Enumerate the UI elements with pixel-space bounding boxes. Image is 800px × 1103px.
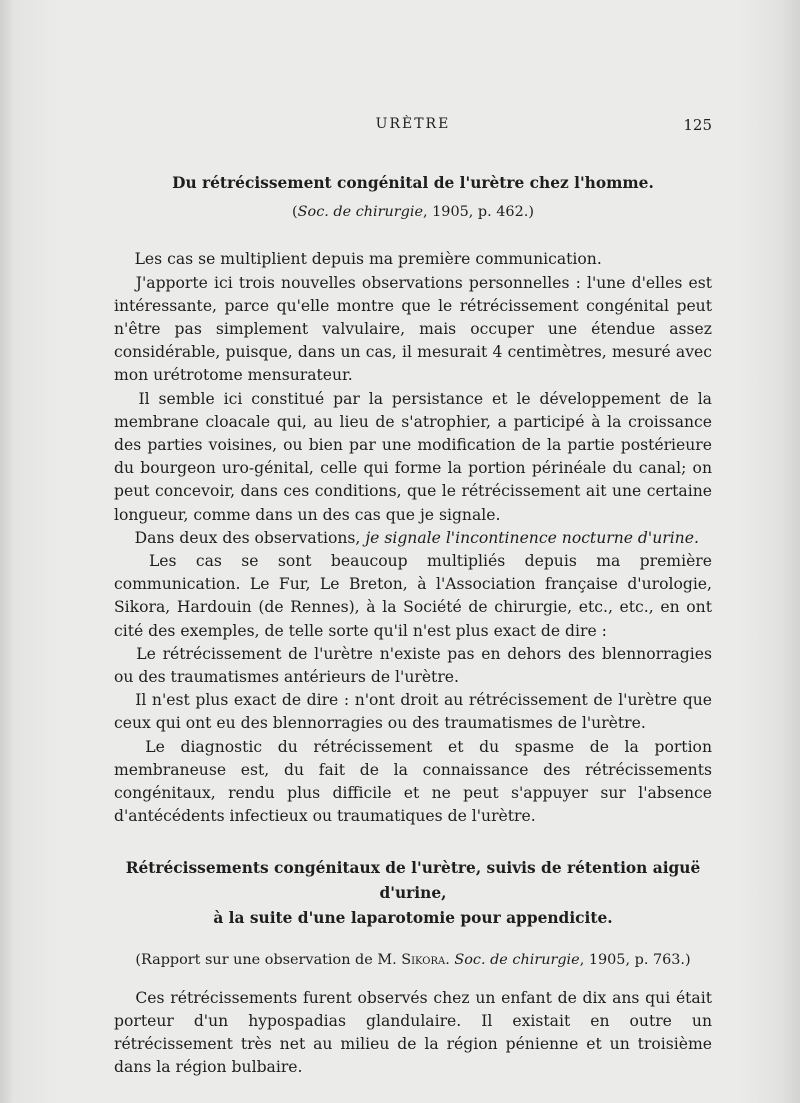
page-number: 125 xyxy=(683,116,712,134)
paragraph: Le diagnostic du rétrécissement et du spasme de la portion membraneuse est, du fait de la connaissance des rétrécissements congénitaux, rendu plus difficile et ne peut s'appuyer sur l'absence d'antécédents infectieux ou traumatiques de l'urètre. xyxy=(114,737,712,826)
page-header xyxy=(114,116,712,136)
paragraph: Le rétrécissement de l'urètre n'existe pas en dehors des blennorragies ou des traumatismes antérieurs de l'urètre. xyxy=(114,644,712,687)
paragraph: Dans deux des observations, je signale l'incontinence nocturne d'urine. xyxy=(134,528,699,547)
running-head: URÈTRE xyxy=(375,116,451,132)
paragraph: Les cas se sont beaucoup multipliés depuis ma première communication. Le Fur, Le Breton, à l'Association française d'urologie, Sikora, Hardouin (de Rennes), à la Société de chirurgie, etc., etc., en ont cité des exemples, de telle sorte qu'il n'est plus exact de dire : xyxy=(114,552,712,640)
section-reference: (Soc. de chirurgie, 1905, p. 462.) xyxy=(292,204,534,221)
paragraph: Ces rétrécissements furent observés chez un enfant de dix ans qui était porteur d'un hypospadias glandulaire. Il existait en outre un rétrécissement très net au milieu de la région pénienne et un troisième dans la région bulbaire. xyxy=(114,988,712,1077)
paragraph: Il n'est plus exact de dire : n'ont droit au rétrécissement de l'urètre que ceux qui ont eu des blennorragies ou des traumatismes de l'urètre. xyxy=(114,691,712,733)
paragraph: Les cas se multiplient depuis ma première communication. xyxy=(134,250,602,269)
page-body xyxy=(114,172,712,1080)
paragraph: Il semble ici constitué par la persistance et le développement de la membrane cloacale qui, au lieu de s'atrophier, a participé à la croissance des parties voisines, ou bien par une modification de la partie postérieure du bourgeon uro-génital, celle qui forme la portion périnéale du canal; on peut concevoir, dans ces conditions, que le rétrécissement ait une certaine longueur, comme dans un des cas que je signale. xyxy=(114,389,712,524)
subsection-reference: (Rapport sur une observation de M. Sikora. Soc. de chirurgie, 1905, p. 763.) xyxy=(135,952,691,969)
section-title: Du rétrécissement congénital de l'urètre chez l'homme. xyxy=(172,174,654,192)
subsection-title: Rétrécissements congénitaux de l'urètre, suivis de rétention aiguë d'urine, à la suite d'une laparotomie pour appendicite. xyxy=(125,859,701,928)
paragraph: J'apporte ici trois nouvelles observations personnelles : l'une d'elles est intéressante, parce qu'elle montre que le rétrécissement congénital peut n'être pas simplement valvulaire, mais occuper une étendue assez considérable, puisque, dans un cas, il mesurait 4 centimètres, mesuré avec mon urétrotome mensurateur. xyxy=(114,273,712,385)
